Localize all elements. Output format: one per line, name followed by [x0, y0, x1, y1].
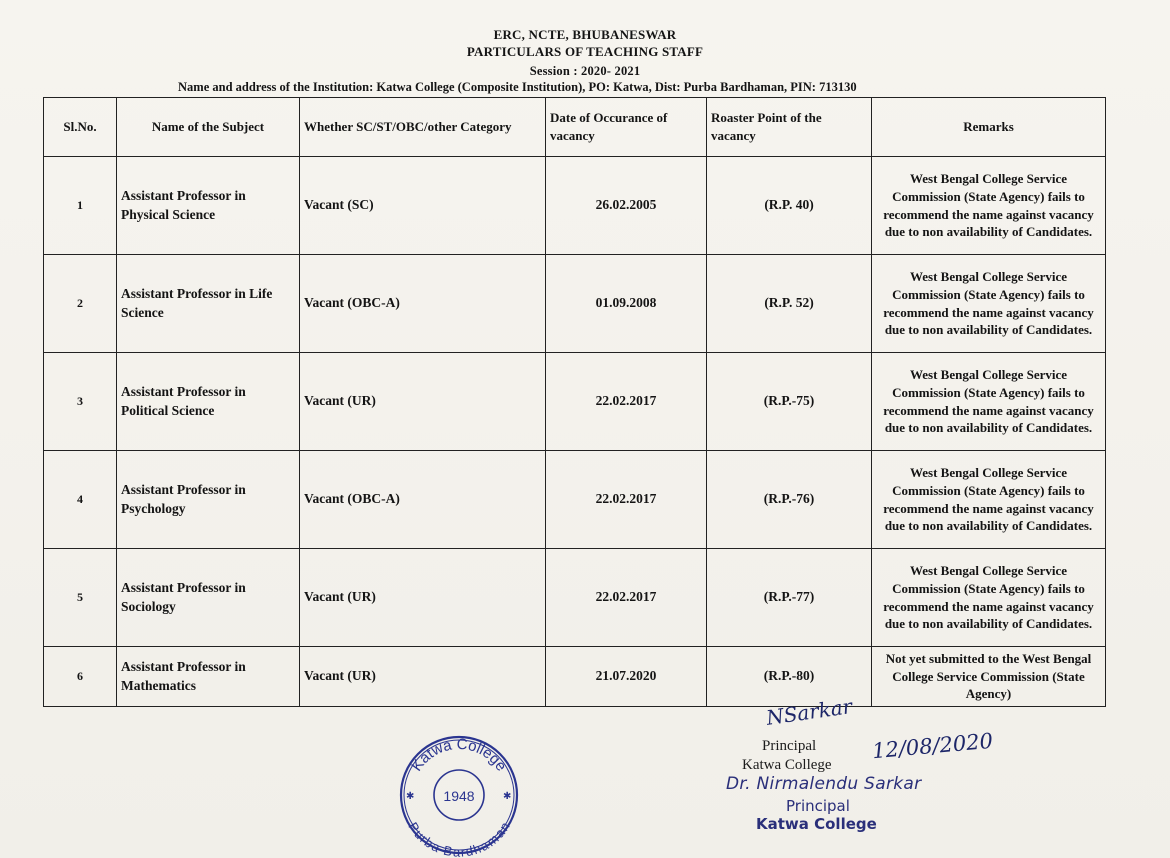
- column-header-roster: Roaster Point of the vacancy: [707, 98, 872, 157]
- cell-sl: 1: [44, 157, 117, 255]
- stamp-year: 1948: [443, 788, 475, 804]
- cell-date: 21.07.2020: [546, 647, 707, 707]
- cell-remarks: Not yet submitted to the West Bengal College Service Commission (State Agency): [872, 647, 1106, 707]
- cell-subject: Assistant Professor in Political Science: [117, 353, 300, 451]
- cell-sl: 6: [44, 647, 117, 707]
- cell-sl: 2: [44, 255, 117, 353]
- stamp-top-text: Katwa College: [408, 735, 510, 775]
- cell-subject: Assistant Professor in Life Science: [117, 255, 300, 353]
- stamp-bottom-text: Purba Bardhaman: [405, 819, 513, 857]
- stamp-star-right-icon: ✱: [503, 791, 512, 802]
- signatory-title: Principal: [762, 738, 817, 754]
- table-row: [44, 647, 1106, 707]
- seal-title: Principal: [786, 797, 850, 815]
- cell-roster: (R.P. 40): [707, 157, 872, 255]
- cell-roster: (R.P.-76): [707, 451, 872, 549]
- cell-roster: (R.P.-80): [707, 647, 872, 707]
- institution-line: Name and address of the Institution: Katwa College (Composite Institution), PO: Katwa, Dist: Purba Bardhaman, PIN: 713130: [178, 80, 857, 94]
- header-line-1: ERC, NCTE, BHUBANESWAR: [493, 27, 677, 42]
- column-header-subject: Name of the Subject: [117, 98, 300, 157]
- signature-block: [700, 694, 994, 850]
- stamp-star-left-icon: ✱: [406, 791, 415, 802]
- table-row: [44, 549, 1106, 647]
- table-row: [44, 255, 1106, 353]
- cell-roster: (R.P. 52): [707, 255, 872, 353]
- cell-date: 22.02.2017: [546, 549, 707, 647]
- cell-category: Vacant (OBC-A): [300, 451, 546, 549]
- column-header-date: Date of Occurance of vacancy: [546, 98, 707, 157]
- column-header-remarks: Remarks: [872, 98, 1106, 157]
- cell-sl: 4: [44, 451, 117, 549]
- cell-remarks: West Bengal College Service Commission (State Agency) fails to recommend the name against vacancy due to non availability of Candidates.: [872, 353, 1106, 451]
- table-header-row: [44, 98, 1106, 157]
- table-row: [44, 157, 1106, 255]
- session-label: Session : 2020- 2021: [529, 64, 641, 78]
- table-row: [44, 353, 1106, 451]
- handwritten-date: 12/08/2020: [871, 728, 994, 764]
- seal-name: Dr. Nirmalendu Sarkar: [726, 774, 922, 794]
- cell-remarks: West Bengal College Service Commission (State Agency) fails to recommend the name against vacancy due to non availability of Candidates.: [872, 157, 1106, 255]
- teaching-staff-table: [43, 97, 1106, 707]
- cell-sl: 5: [44, 549, 117, 647]
- cell-remarks: West Bengal College Service Commission (State Agency) fails to recommend the name against vacancy due to non availability of Candidates.: [872, 255, 1106, 353]
- cell-category: Vacant (UR): [300, 353, 546, 451]
- cell-category: Vacant (SC): [300, 157, 546, 255]
- cell-remarks: West Bengal College Service Commission (State Agency) fails to recommend the name against vacancy due to non availability of Candidates.: [872, 451, 1106, 549]
- cell-roster: (R.P.-75): [707, 353, 872, 451]
- column-header-category: Whether SC/ST/OBC/other Category: [300, 98, 546, 157]
- handwritten-signature: NSarkar: [764, 694, 854, 730]
- cell-roster: (R.P.-77): [707, 549, 872, 647]
- cell-date: 22.02.2017: [546, 451, 707, 549]
- cell-subject: Assistant Professor in Mathematics: [117, 647, 300, 707]
- cell-remarks: West Bengal College Service Commission (State Agency) fails to recommend the name against vacancy due to non availability of Candidates.: [872, 549, 1106, 647]
- cell-category: Vacant (UR): [300, 549, 546, 647]
- column-header-sl: Sl.No.: [44, 98, 117, 157]
- college-stamp: [397, 733, 521, 857]
- seal-institution: Katwa College: [756, 815, 877, 833]
- header-line-2: PARTICULARS OF TEACHING STAFF: [466, 44, 704, 59]
- cell-category: Vacant (OBC-A): [300, 255, 546, 353]
- cell-subject: Assistant Professor in Sociology: [117, 549, 300, 647]
- cell-subject: Assistant Professor in Physical Science: [117, 157, 300, 255]
- cell-date: 22.02.2017: [546, 353, 707, 451]
- signatory-institution: Katwa College: [742, 757, 832, 773]
- cell-subject: Assistant Professor in Psychology: [117, 451, 300, 549]
- cell-category: Vacant (UR): [300, 647, 546, 707]
- cell-date: 01.09.2008: [546, 255, 707, 353]
- table-row: [44, 451, 1106, 549]
- cell-date: 26.02.2005: [546, 157, 707, 255]
- cell-sl: 3: [44, 353, 117, 451]
